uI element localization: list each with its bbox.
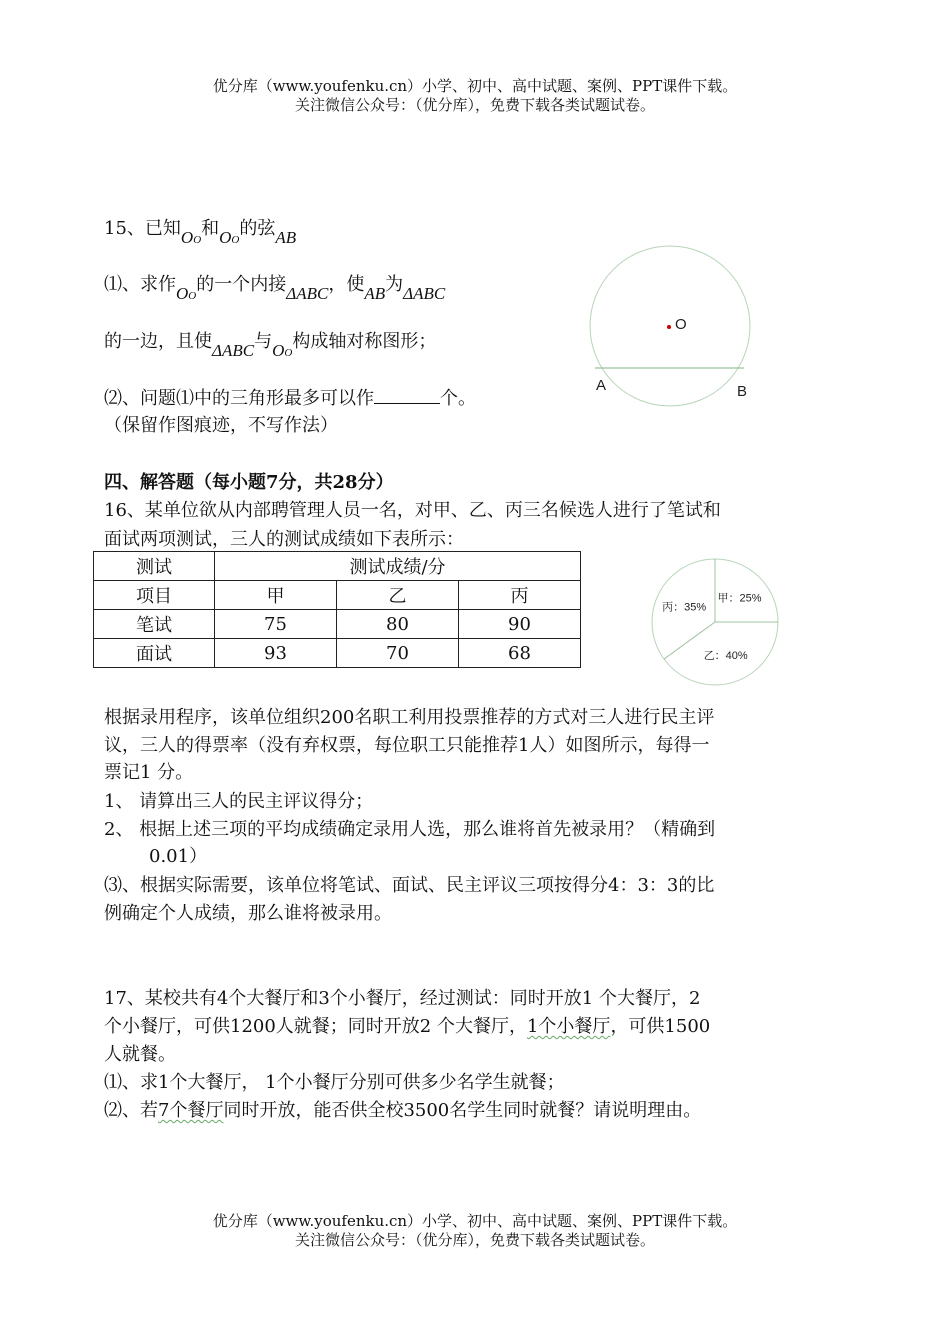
table-cell: 70	[337, 639, 459, 668]
chord-ab-symbol: AB	[275, 228, 297, 247]
pie-slice-label: 乙：40%	[703, 649, 748, 662]
header-line-2: 关注微信公众号：（优分库），免费下载各类试题试卷。	[294, 96, 655, 114]
answer-blank[interactable]	[374, 386, 440, 404]
q15-line-5: （保留作图痕迹，不写作法）	[104, 415, 338, 436]
q16-line-4: 议，三人的得票率（没有弃权票，每位职工只能推荐1人）如图所示，每得一	[104, 735, 710, 756]
header-line-1: 优分库（www.youfenku.cn）小学、初中、高中试题、案例、PPT课件下载。	[212, 77, 738, 95]
q17-line-2: 个小餐厅，可供1200人就餐；同时开放2 个大餐厅，1个小餐厅，可供1500	[104, 1016, 711, 1037]
q15-line-2: ⑴、求作OO的一个内接ΔABC，使AB为ΔABC	[104, 274, 446, 303]
table-cell: 90	[459, 610, 581, 639]
q16-line-3: 根据录用程序，该单位组织200名职工利用投票推荐的方式对三人进行民主评	[104, 707, 715, 728]
circle-figure	[580, 244, 760, 414]
q16-line-1: 16、某单位欲从内部聘管理人员一名，对甲、乙、丙三名候选人进行了笔试和	[104, 500, 721, 521]
table-row	[94, 610, 581, 639]
table-col-yi: 乙	[337, 581, 459, 610]
q16-line-2: 面试两项测试，三人的测试成绩如下表所示：	[104, 529, 464, 550]
q16-sub-2b: 0.01）	[149, 846, 208, 867]
table-header-item-2: 项目	[94, 581, 215, 610]
q17-line-5: ⑵、若7个餐厅同时开放，能否供全校3500名学生同时就餐？请说明理由。	[104, 1100, 702, 1121]
q17-line-4: ⑴、求1个大餐厅， 1个小餐厅分别可供多少名学生就餐；	[104, 1072, 565, 1093]
table-cell: 68	[459, 639, 581, 668]
circle-o-symbol: OO	[180, 228, 202, 247]
q15-line-1: 15、已知OO和OO的弦AB	[104, 218, 297, 247]
center-point	[667, 325, 671, 329]
q16-sub-2: 2、 根据上述三项的平均成绩确定录用人选，那么谁将首先被录用？（精确到	[104, 819, 716, 840]
footer-line-1: 优分库（www.youfenku.cn）小学、初中、高中试题、案例、PPT课件下载。	[212, 1212, 738, 1230]
triangle-abc-symbol: ΔABC	[286, 284, 329, 303]
q17-line-3: 人就餐。	[104, 1044, 176, 1065]
score-table	[93, 551, 581, 668]
point-a-label: A	[596, 377, 607, 394]
table-header-item-1: 测试	[94, 552, 215, 581]
table-header-scores: 测试成绩/分	[215, 552, 581, 581]
table-row	[94, 639, 581, 668]
table-row-label: 笔试	[94, 610, 215, 639]
q16-sub-3a: ⑶、根据实际需要，该单位将笔试、面试、民主评议三项按得分4：3：3的比	[104, 875, 715, 896]
table-cell: 80	[337, 610, 459, 639]
pie-slice-label: 丙：35%	[662, 601, 707, 614]
q16-sub-3b: 例确定个人成绩，那么谁将被录用。	[104, 903, 392, 924]
point-b-label: B	[737, 383, 748, 400]
q15-line-3: 的一边，且使ΔABC与OO构成轴对称图形；	[104, 331, 437, 360]
center-label: O	[675, 316, 687, 333]
footer-line-2: 关注微信公众号：（优分库），免费下载各类试题试卷。	[294, 1231, 655, 1249]
table-cell: 93	[215, 639, 337, 668]
circle-o-symbol: OO	[219, 228, 240, 247]
table-col-jia: 甲	[215, 581, 337, 610]
table-cell: 75	[215, 610, 337, 639]
q15-line-4: ⑵、问题⑴中的三角形最多可以作 个。	[104, 388, 476, 409]
table-row-label: 面试	[94, 639, 215, 668]
pie-slice-label: 甲：25%	[717, 592, 762, 605]
section-4-title: 四、解答题（每小题7分，共28分）	[104, 472, 394, 493]
q16-sub-1: 1、 请算出三人的民主评议得分；	[104, 791, 374, 812]
table-col-bing: 丙	[459, 581, 581, 610]
vote-pie-chart	[645, 557, 815, 687]
q16-line-5: 票记1 分。	[104, 762, 194, 783]
q17-line-1: 17、某校共有4个大餐厅和3个小餐厅，经过测试：同时开放1 个大餐厅，2	[104, 988, 701, 1009]
